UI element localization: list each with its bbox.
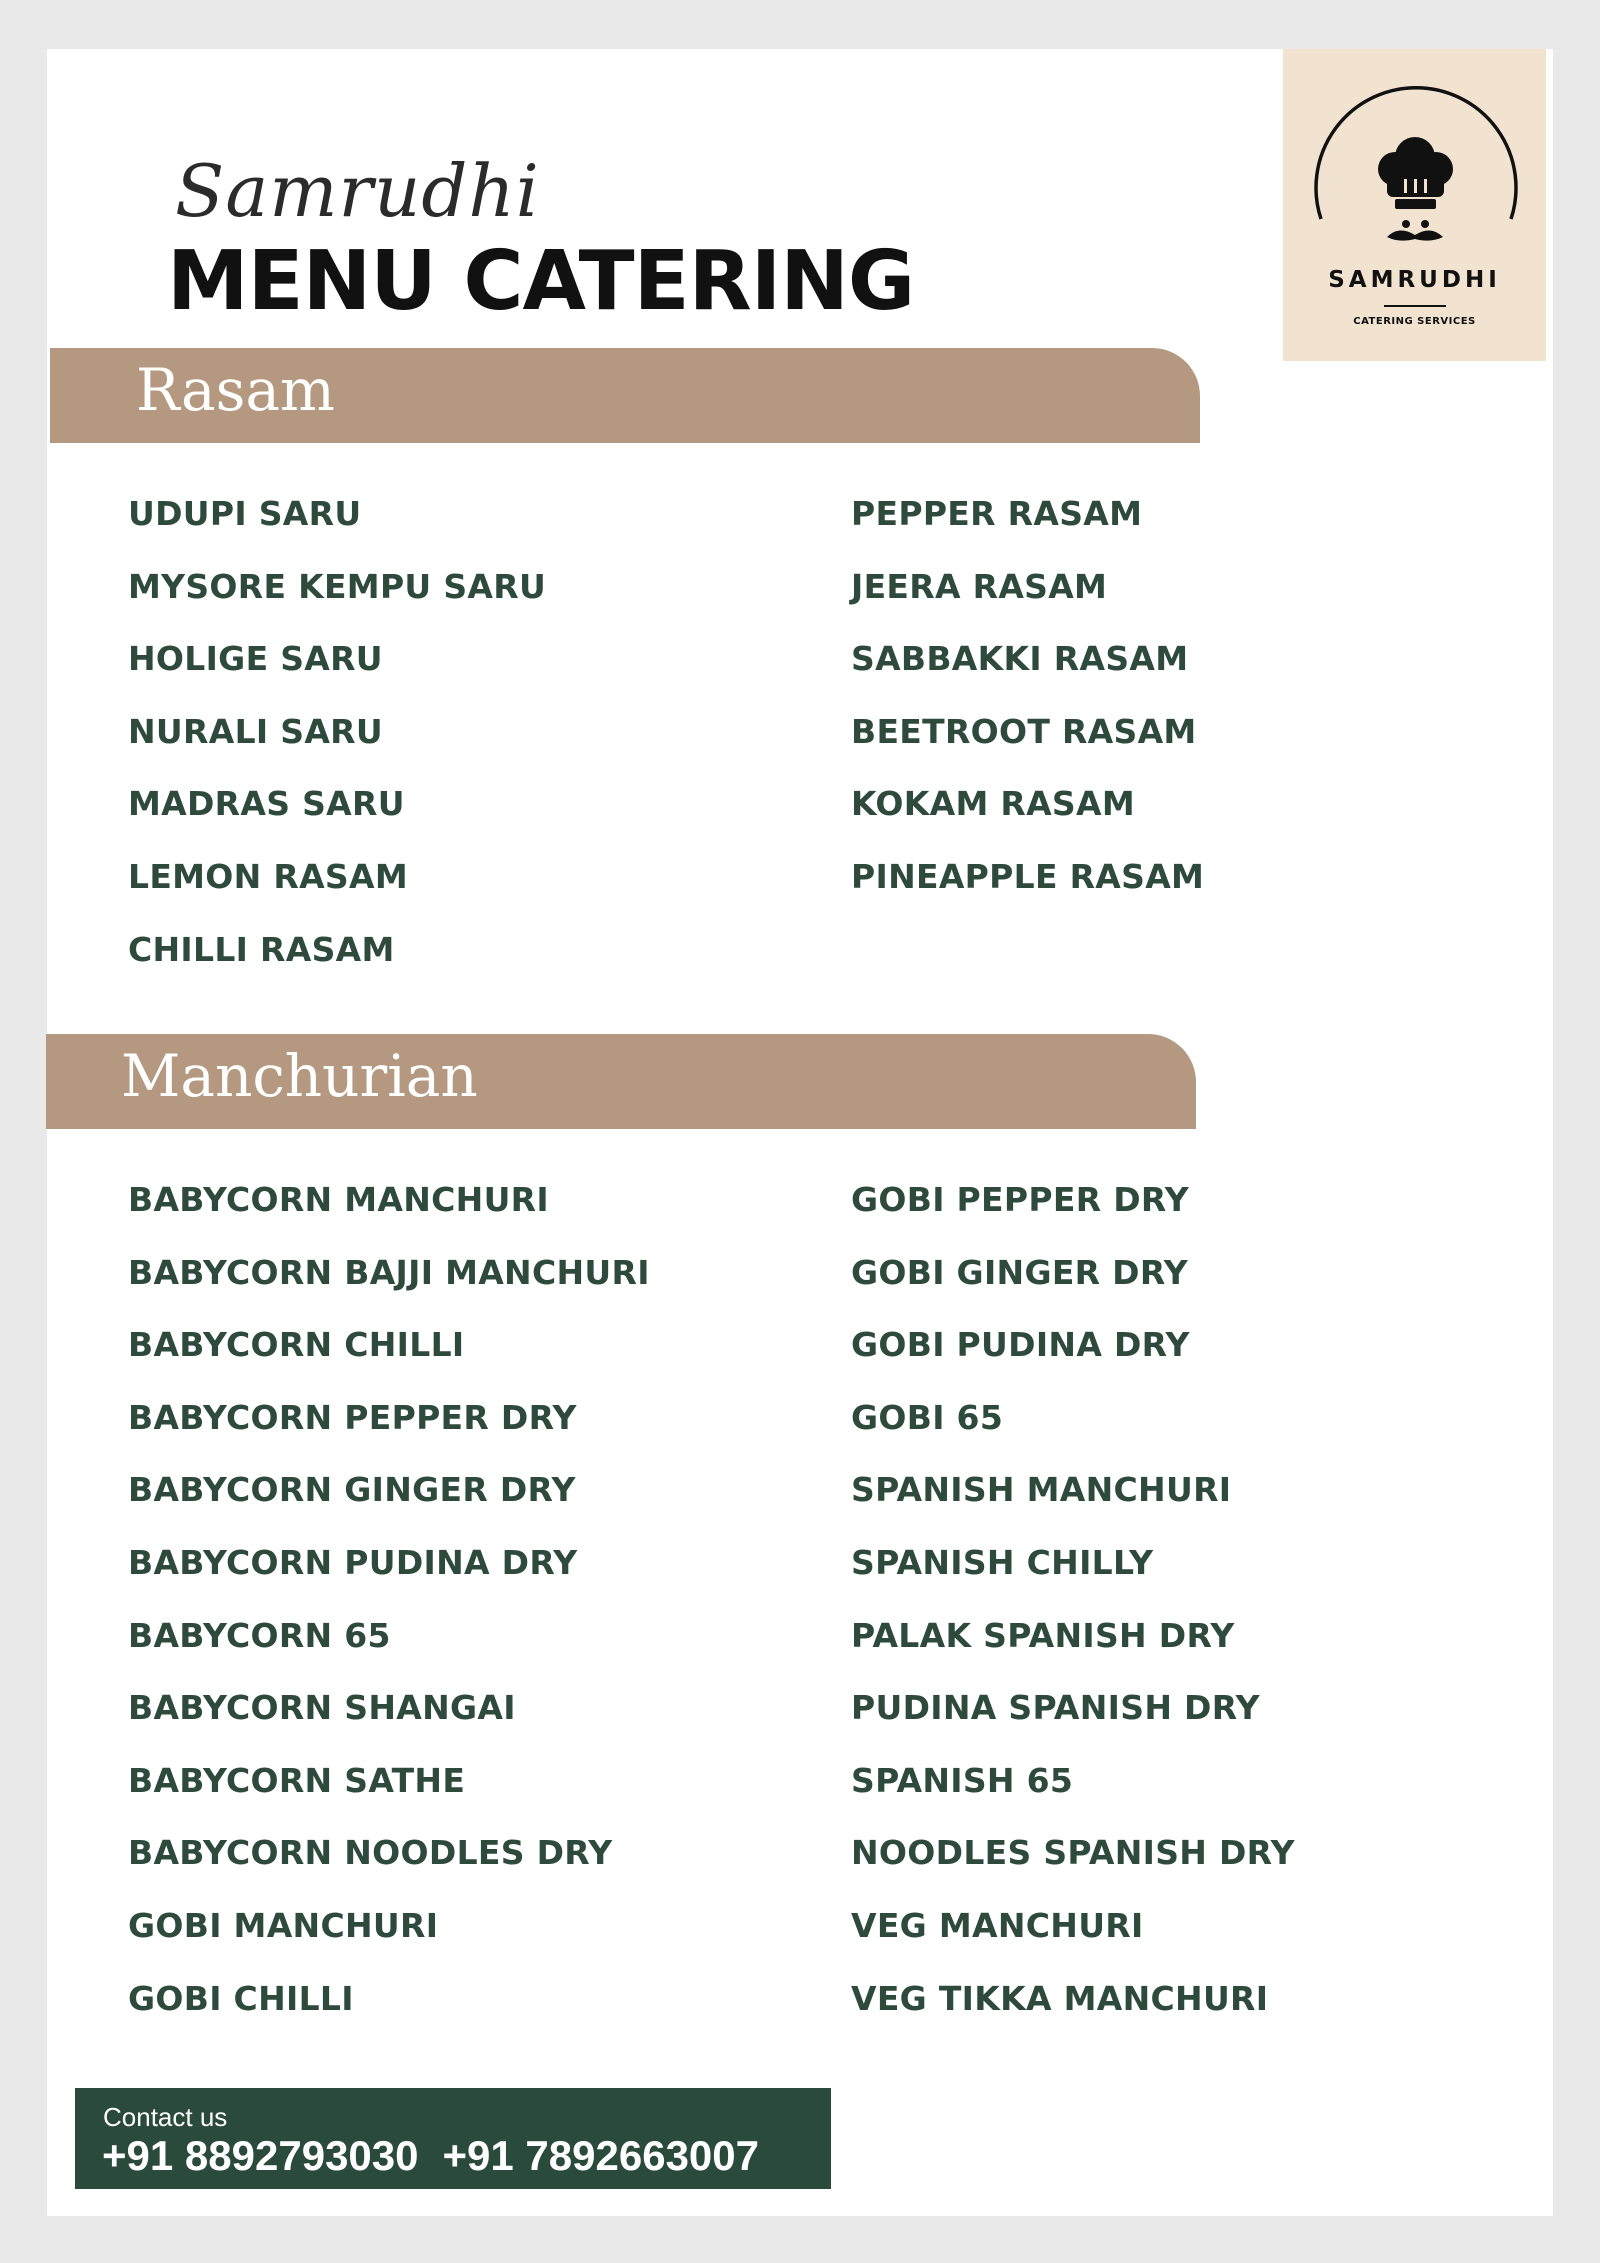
menu-item: SPANISH 65	[851, 1760, 1074, 1800]
section-title: Manchurian	[121, 1042, 478, 1110]
menu-item: NOODLES SPANISH DRY	[851, 1833, 1295, 1873]
menu-item: UDUPI SARU	[128, 494, 362, 533]
menu-item: GOBI CHILLI	[128, 1978, 354, 2018]
menu-item: BABYCORN SHANGAI	[128, 1688, 516, 1728]
menu-item: NURALI SARU	[128, 711, 383, 751]
page-title: MENU CATERING	[167, 234, 915, 329]
menu-item: GOBI GINGER DRY	[851, 1252, 1188, 1292]
phone-number[interactable]: +91 8892793030	[102, 2132, 419, 2179]
logo-divider	[1384, 305, 1446, 307]
contact-box	[75, 2088, 831, 2189]
phone-number[interactable]: +91 7892663007	[442, 2132, 759, 2179]
menu-item: PEPPER RASAM	[851, 494, 1143, 533]
logo-tagline: CATERING SERVICES	[1353, 316, 1476, 327]
menu-item: HOLIGE SARU	[128, 639, 383, 679]
rasam-left-list	[128, 494, 546, 1002]
menu-item: BABYCORN GINGER DRY	[128, 1470, 576, 1510]
menu-item: CHILLI RASAM	[128, 929, 395, 969]
menu-item: SPANISH MANCHURI	[851, 1470, 1232, 1510]
menu-item: BEETROOT RASAM	[851, 711, 1197, 751]
contact-label: Contact us	[103, 2102, 228, 2132]
section-header-rasam	[50, 348, 1200, 443]
menu-item: BABYCORN BAJJI MANCHURI	[128, 1252, 650, 1292]
manchurian-left-list	[128, 1180, 650, 2051]
chef-hat-mustache-icon	[1283, 49, 1546, 361]
menu-item: PUDINA SPANISH DRY	[851, 1688, 1260, 1728]
menu-item: LEMON RASAM	[128, 856, 408, 896]
menu-item: KOKAM RASAM	[851, 784, 1135, 824]
menu-item: BABYCORN PUDINA DRY	[128, 1542, 578, 1582]
menu-item: VEG MANCHURI	[851, 1905, 1144, 1945]
menu-item: BABYCORN 65	[128, 1615, 391, 1655]
brand-script-name: Samrudhi	[175, 149, 540, 233]
menu-item: MADRAS SARU	[128, 784, 405, 824]
menu-item: MYSORE KEMPU SARU	[128, 566, 547, 606]
logo-name: SAMRUDHI	[1328, 267, 1501, 293]
menu-item: SABBAKKI RASAM	[851, 639, 1189, 679]
section-header-manchurian	[46, 1034, 1196, 1129]
menu-item: SPANISH CHILLY	[851, 1542, 1154, 1582]
menu-item: PALAK SPANISH DRY	[851, 1615, 1235, 1655]
menu-item: BABYCORN SATHE	[128, 1760, 466, 1800]
menu-item: BABYCORN MANCHURI	[128, 1180, 549, 1219]
menu-item: PINEAPPLE RASAM	[851, 856, 1205, 896]
menu-item: BABYCORN PEPPER DRY	[128, 1397, 577, 1437]
rasam-right-list	[851, 494, 1204, 930]
menu-item: GOBI PEPPER DRY	[851, 1180, 1189, 1219]
section-title: Rasam	[136, 356, 335, 424]
contact-phones	[102, 2132, 759, 2180]
menu-item: BABYCORN CHILLI	[128, 1325, 465, 1365]
manchurian-right-list	[851, 1180, 1295, 2051]
logo	[1283, 49, 1546, 361]
menu-item: JEERA RASAM	[851, 566, 1108, 606]
menu-item: GOBI PUDINA DRY	[851, 1325, 1190, 1365]
menu-item: VEG TIKKA MANCHURI	[851, 1978, 1269, 2018]
menu-item: GOBI 65	[851, 1397, 1004, 1437]
menu-item: BABYCORN NOODLES DRY	[128, 1833, 613, 1873]
menu-item: GOBI MANCHURI	[128, 1905, 439, 1945]
